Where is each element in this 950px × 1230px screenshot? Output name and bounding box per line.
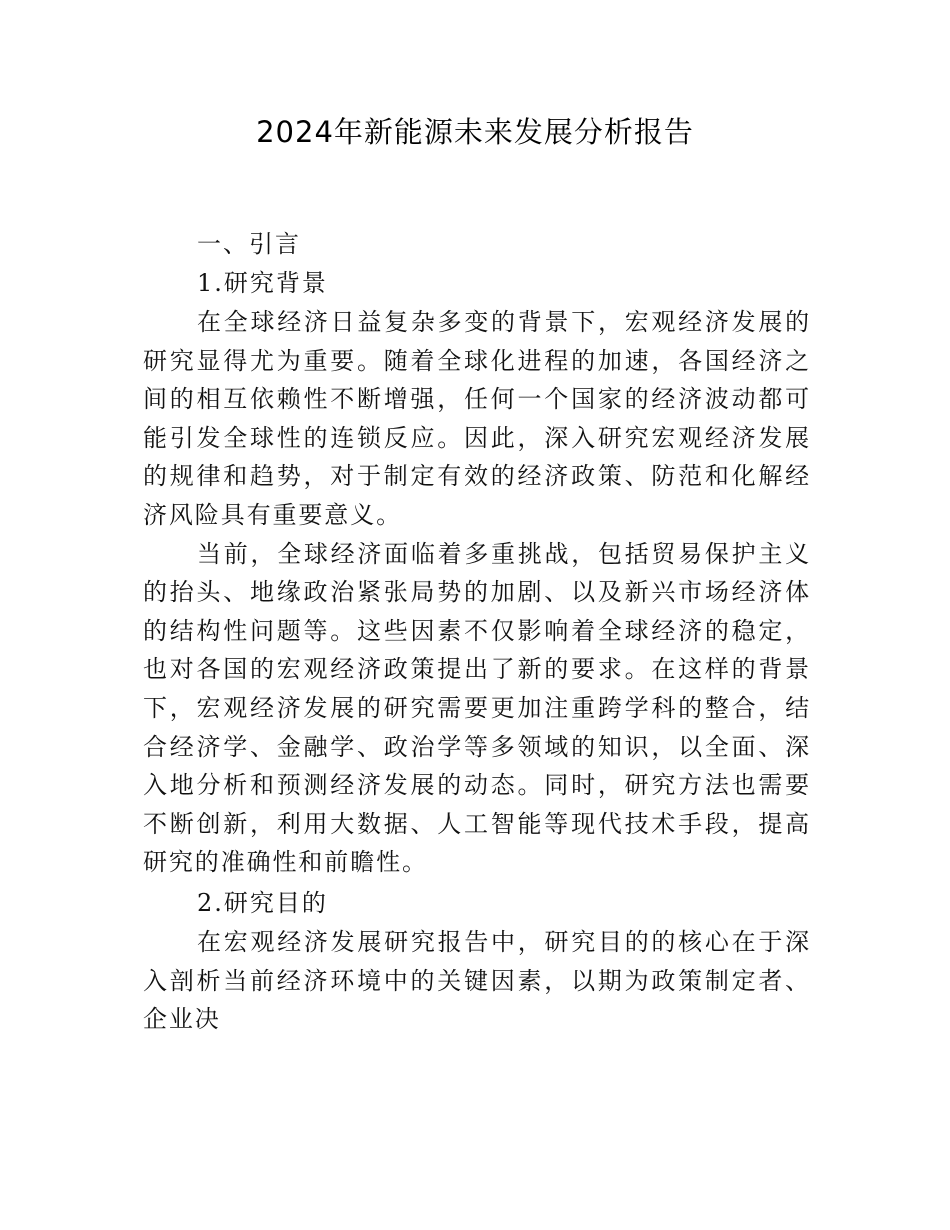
subsection-heading-background: 1.研究背景 — [197, 269, 328, 297]
subsection-heading-purpose: 2.研究目的 — [197, 888, 328, 917]
section-heading-introduction: 一、引言 — [197, 230, 301, 258]
document-body — [143, 225, 811, 1039]
paragraph-background-2: 当前，全球经济面临着多重挑战，包括贸易保护主义的抬头、地缘政治紧张局势的加剧、以及新兴市场经济体的结构性问题等。这些因素不仅影响着全球经济的稳定，也对各国的宏观经济政策提出了新的要求。在这样的背景下，宏观经济发展的研究需要更加注重跨学科的整合，结合经济学、金融学、政治学等多领域的知识，以全面、深入地分析和预测经济发展的动态。同时，研究方法也需要不断创新，利用大数据、人工智能等现代技术手段，提高研究的准确性和前瞻性。 — [143, 539, 811, 877]
document-title: 2024年新能源未来发展分析报告 — [256, 115, 694, 149]
paragraph-purpose-1: 在宏观经济发展研究报告中，研究目的的核心在于深入剖析当前经济环境中的关键因素，以期为政策制定者、企业决 — [143, 927, 811, 1034]
paragraph-background-1: 在全球经济日益复杂多变的背景下，宏观经济发展的研究显得尤为重要。随着全球化进程的加速，各国经济之间的相互依赖性不断增强，任何一个国家的经济波动都可能引发全球性的连锁反应。因此，深入研究宏观经济发展的规律和趋势，对于制定有效的经济政策、防范和化解经济风险具有重要意义。 — [143, 308, 811, 529]
